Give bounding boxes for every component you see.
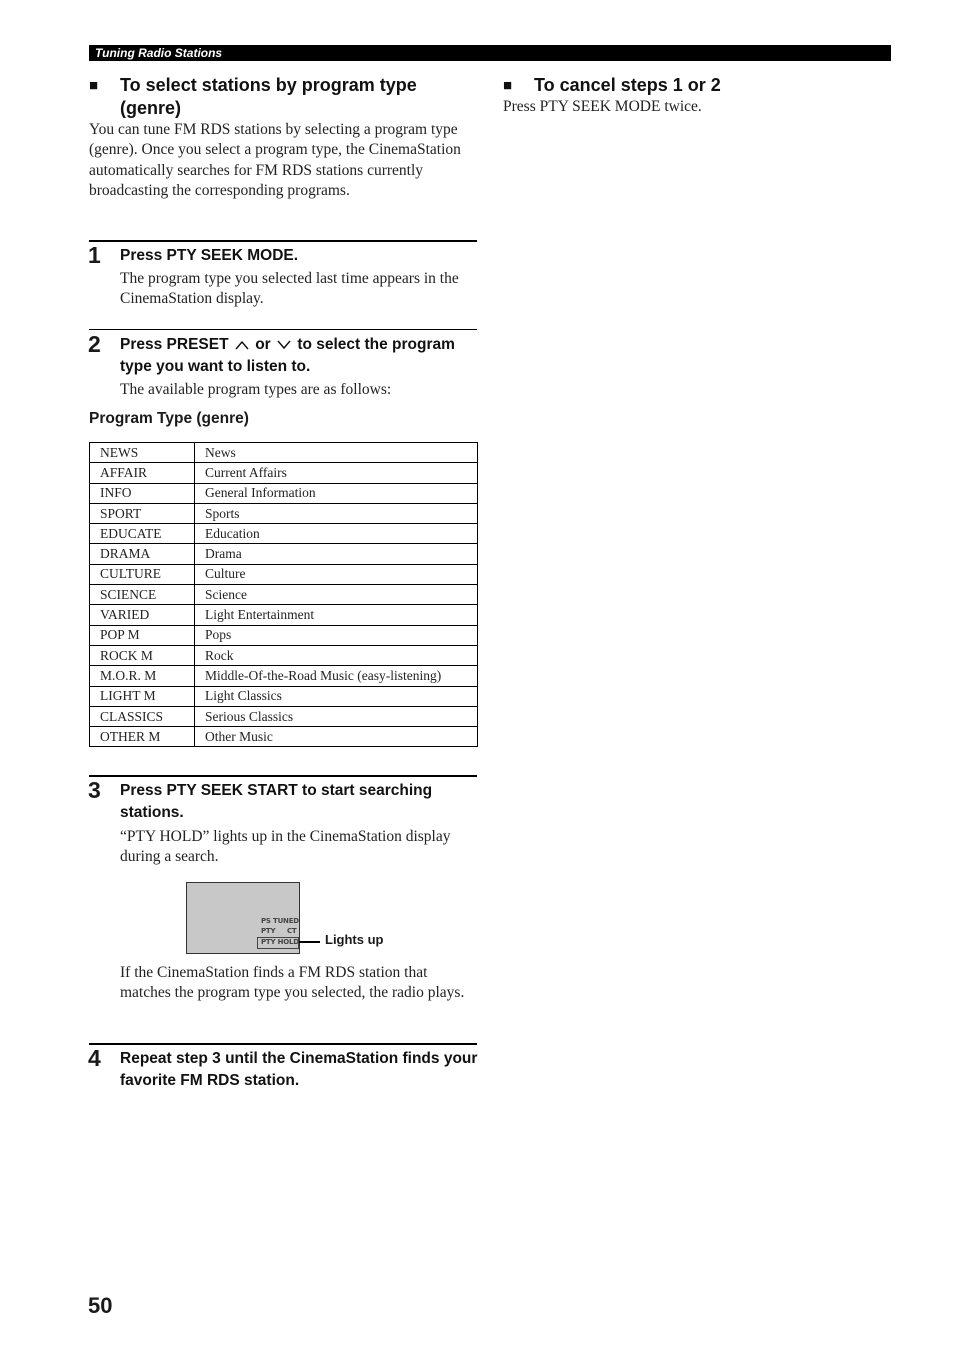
- program-type-code: NEWS: [90, 443, 195, 463]
- table-row: [90, 686, 478, 706]
- step-divider: [89, 1043, 477, 1045]
- section-heading-text: To select stations by program type (genre): [120, 75, 417, 118]
- ps-indicator: PS: [261, 917, 271, 925]
- program-type-name: Middle-Of-the-Road Music (easy-listening): [195, 666, 478, 686]
- program-type-name: Drama: [195, 544, 478, 564]
- section-header-bar: [89, 45, 891, 61]
- step-number: 2: [88, 331, 101, 357]
- program-type-name: Serious Classics: [195, 706, 478, 726]
- program-type-code: CLASSICS: [90, 706, 195, 726]
- program-type-heading: Program Type (genre): [89, 410, 249, 427]
- program-type-code: ROCK M: [90, 645, 195, 665]
- program-type-code: SCIENCE: [90, 585, 195, 605]
- table-row: [90, 625, 478, 645]
- cancel-instruction: Press PTY SEEK MODE twice.: [503, 98, 702, 115]
- program-type-name: Science: [195, 585, 478, 605]
- table-row: [90, 483, 478, 503]
- program-type-name: Pops: [195, 625, 478, 645]
- table-row: [90, 706, 478, 726]
- table-row: [90, 666, 478, 686]
- program-type-table: [89, 442, 478, 747]
- program-type-code: LIGHT M: [90, 686, 195, 706]
- program-type-code: OTHER M: [90, 727, 195, 747]
- program-type-code: AFFAIR: [90, 463, 195, 483]
- program-type-name: Light Entertainment: [195, 605, 478, 625]
- tuned-indicator: TUNED: [273, 917, 299, 925]
- chevron-up-icon: [234, 339, 250, 351]
- step-title: Press PTY SEEK MODE.: [120, 247, 299, 264]
- program-type-name: Rock: [195, 645, 478, 665]
- step-body: “PTY HOLD” lights up in the CinemaStation display during a search.: [120, 828, 451, 866]
- ct-indicator: CT: [287, 927, 297, 935]
- program-type-name: News: [195, 443, 478, 463]
- step-result-paragraph: If the CinemaStation finds a FM RDS station that matches the program type you selected, the radio plays.: [120, 964, 465, 1002]
- heading-square-marker: ■: [89, 77, 99, 94]
- step-divider: [89, 329, 477, 330]
- table-row: [90, 463, 478, 483]
- cinemastation-display: [186, 882, 300, 954]
- program-type-name: Other Music: [195, 727, 478, 747]
- program-type-name: Sports: [195, 503, 478, 523]
- program-type-code: EDUCATE: [90, 524, 195, 544]
- intro-paragraph: You can tune FM RDS stations by selecting a program type (genre). Once you select a program type, the CinemaStation automatically searches for FM RDS stations currently broadcasting the corresponding programs.: [89, 121, 461, 200]
- page-number: 50: [88, 1293, 113, 1318]
- program-type-code: M.O.R. M: [90, 666, 195, 686]
- program-type-code: INFO: [90, 483, 195, 503]
- program-type-code: POP M: [90, 625, 195, 645]
- table-row: [90, 645, 478, 665]
- step-number: 1: [88, 242, 101, 268]
- step-title-part: Press PRESET: [120, 336, 229, 353]
- step-title: [120, 334, 480, 378]
- pty-indicator: PTY: [261, 927, 276, 935]
- section-header-title: Tuning Radio Stations: [95, 46, 223, 60]
- step-body: The available program types are as follows:: [120, 381, 392, 398]
- table-row: [90, 727, 478, 747]
- table-row: [90, 443, 478, 463]
- step-divider: [89, 775, 477, 777]
- table-row: [90, 524, 478, 544]
- program-type-code: SPORT: [90, 503, 195, 523]
- step-divider: [89, 240, 477, 242]
- lights-up-callout: Lights up: [325, 932, 384, 947]
- callout-leader-line: [299, 941, 320, 943]
- program-type-name: General Information: [195, 483, 478, 503]
- table-row: [90, 585, 478, 605]
- program-type-name: Light Classics: [195, 686, 478, 706]
- step-title: Press PTY SEEK START to start searching stations.: [120, 782, 433, 821]
- step-title-part: or: [255, 336, 271, 353]
- heading-square-marker: ■: [503, 77, 513, 94]
- table-row: [90, 544, 478, 564]
- program-type-code: DRAMA: [90, 544, 195, 564]
- step-number: 4: [88, 1045, 101, 1071]
- step-title: Repeat step 3 until the CinemaStation finds your favorite FM RDS station.: [120, 1050, 478, 1089]
- program-type-code: VARIED: [90, 605, 195, 625]
- table-row: [90, 605, 478, 625]
- cancel-heading-text: To cancel steps 1 or 2: [534, 75, 721, 95]
- step-body: The program type you selected last time appears in the CinemaStation display.: [120, 270, 459, 308]
- program-type-name: Education: [195, 524, 478, 544]
- table-row: [90, 503, 478, 523]
- table-row: [90, 564, 478, 584]
- chevron-down-icon: [276, 339, 292, 351]
- program-type-code: CULTURE: [90, 564, 195, 584]
- pty-hold-indicator: PTY HOLD: [261, 938, 299, 946]
- program-type-name: Culture: [195, 564, 478, 584]
- program-type-name: Current Affairs: [195, 463, 478, 483]
- step-number: 3: [88, 777, 101, 803]
- step-title-part: to select the program type you want to listen to.: [120, 336, 455, 375]
